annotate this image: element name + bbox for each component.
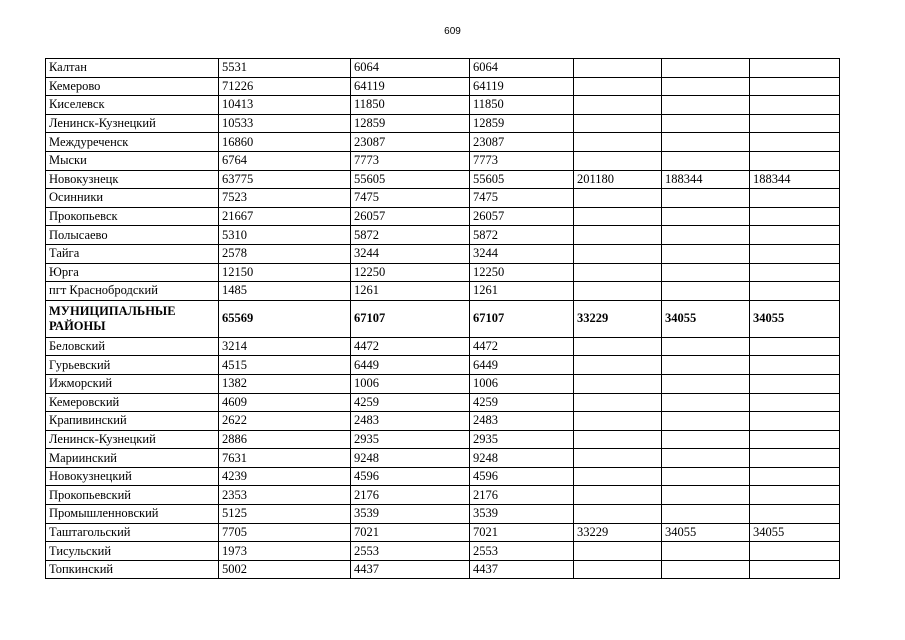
value-cell-c4 (574, 430, 662, 449)
value-cell-c2: 4259 (351, 393, 470, 412)
value-cell-c6 (750, 393, 840, 412)
value-cell-c1: 7523 (219, 189, 351, 208)
value-cell-c3: 67107 (470, 300, 574, 337)
value-cell-c5 (662, 467, 750, 486)
value-cell-c3: 7475 (470, 189, 574, 208)
value-cell-c6: 34055 (750, 300, 840, 337)
row-name-cell: Тисульский (46, 542, 219, 561)
value-cell-c1: 5310 (219, 226, 351, 245)
value-cell-c3: 4472 (470, 337, 574, 356)
table-row (46, 412, 840, 431)
value-cell-c6 (750, 151, 840, 170)
row-name-cell: Мыски (46, 151, 219, 170)
value-cell-c2: 7773 (351, 151, 470, 170)
value-cell-c2: 12859 (351, 114, 470, 133)
value-cell-c6 (750, 356, 840, 375)
value-cell-c1: 10413 (219, 96, 351, 115)
value-cell-c2: 4472 (351, 337, 470, 356)
value-cell-c5 (662, 244, 750, 263)
row-name-cell: пгт Краснобродский (46, 282, 219, 301)
value-cell-c5 (662, 356, 750, 375)
value-cell-c5 (662, 486, 750, 505)
row-name-cell: Таштагольский (46, 523, 219, 542)
row-name-cell: Тайга (46, 244, 219, 263)
table-row (46, 449, 840, 468)
table-row (46, 189, 840, 208)
value-cell-c2: 3539 (351, 505, 470, 524)
value-cell-c2: 3244 (351, 244, 470, 263)
value-cell-c5 (662, 282, 750, 301)
table-row (46, 467, 840, 486)
value-cell-c1: 5531 (219, 59, 351, 78)
row-name-cell: Новокузнецкий (46, 467, 219, 486)
value-cell-c5 (662, 430, 750, 449)
value-cell-c6 (750, 77, 840, 96)
value-cell-c5 (662, 374, 750, 393)
value-cell-c6 (750, 263, 840, 282)
table-row (46, 170, 840, 189)
value-cell-c2: 23087 (351, 133, 470, 152)
row-name-cell: Топкинский (46, 560, 219, 579)
table-row (46, 300, 840, 337)
value-cell-c5 (662, 114, 750, 133)
value-cell-c1: 65569 (219, 300, 351, 337)
value-cell-c4 (574, 542, 662, 561)
value-cell-c1: 16860 (219, 133, 351, 152)
value-cell-c2: 2483 (351, 412, 470, 431)
table-row (46, 356, 840, 375)
value-cell-c4 (574, 449, 662, 468)
value-cell-c4 (574, 263, 662, 282)
table-row (46, 151, 840, 170)
value-cell-c3: 4437 (470, 560, 574, 579)
table-row (46, 337, 840, 356)
value-cell-c5 (662, 337, 750, 356)
row-name-cell: Ленинск-Кузнецкий (46, 114, 219, 133)
value-cell-c5 (662, 151, 750, 170)
row-name-cell: Кемеровский (46, 393, 219, 412)
value-cell-c6 (750, 412, 840, 431)
value-cell-c3: 12250 (470, 263, 574, 282)
value-cell-c3: 1261 (470, 282, 574, 301)
value-cell-c5: 188344 (662, 170, 750, 189)
row-name-cell: Промышленновский (46, 505, 219, 524)
value-cell-c2: 67107 (351, 300, 470, 337)
value-cell-c3: 5872 (470, 226, 574, 245)
row-name-cell: Полысаево (46, 226, 219, 245)
value-cell-c4 (574, 77, 662, 96)
value-cell-c2: 1261 (351, 282, 470, 301)
value-cell-c6 (750, 505, 840, 524)
value-cell-c2: 6064 (351, 59, 470, 78)
value-cell-c1: 2578 (219, 244, 351, 263)
table-row (46, 59, 840, 78)
value-cell-c1: 4609 (219, 393, 351, 412)
value-cell-c4: 33229 (574, 523, 662, 542)
value-cell-c3: 7773 (470, 151, 574, 170)
value-cell-c4 (574, 505, 662, 524)
value-cell-c5 (662, 393, 750, 412)
value-cell-c3: 23087 (470, 133, 574, 152)
table-row (46, 244, 840, 263)
data-table (45, 58, 840, 579)
value-cell-c3: 2483 (470, 412, 574, 431)
table-row (46, 523, 840, 542)
value-cell-c4: 201180 (574, 170, 662, 189)
value-cell-c4 (574, 467, 662, 486)
value-cell-c1: 2353 (219, 486, 351, 505)
value-cell-c5 (662, 226, 750, 245)
value-cell-c3: 2935 (470, 430, 574, 449)
value-cell-c1: 4515 (219, 356, 351, 375)
value-cell-c2: 55605 (351, 170, 470, 189)
row-name-cell: Беловский (46, 337, 219, 356)
row-name-cell: Прокопьевск (46, 207, 219, 226)
value-cell-c1: 7705 (219, 523, 351, 542)
value-cell-c3: 6449 (470, 356, 574, 375)
value-cell-c6 (750, 244, 840, 263)
table-row (46, 505, 840, 524)
value-cell-c2: 4437 (351, 560, 470, 579)
value-cell-c4: 33229 (574, 300, 662, 337)
value-cell-c6 (750, 449, 840, 468)
value-cell-c6 (750, 114, 840, 133)
value-cell-c4 (574, 374, 662, 393)
table-row (46, 133, 840, 152)
value-cell-c3: 12859 (470, 114, 574, 133)
table-row (46, 560, 840, 579)
value-cell-c1: 63775 (219, 170, 351, 189)
value-cell-c3: 64119 (470, 77, 574, 96)
value-cell-c5 (662, 59, 750, 78)
value-cell-c6 (750, 133, 840, 152)
row-name-cell: Междуреченск (46, 133, 219, 152)
table-row (46, 207, 840, 226)
value-cell-c6 (750, 542, 840, 561)
value-cell-c3: 4596 (470, 467, 574, 486)
value-cell-c2: 1006 (351, 374, 470, 393)
value-cell-c1: 3214 (219, 337, 351, 356)
row-name-cell: МУНИЦИПАЛЬНЫЕ РАЙОНЫ (46, 300, 219, 337)
value-cell-c5 (662, 542, 750, 561)
value-cell-c4 (574, 244, 662, 263)
value-cell-c5 (662, 189, 750, 208)
table-row (46, 96, 840, 115)
value-cell-c4 (574, 486, 662, 505)
value-cell-c6 (750, 226, 840, 245)
table-row (46, 114, 840, 133)
row-name-cell: Киселевск (46, 96, 219, 115)
value-cell-c1: 2886 (219, 430, 351, 449)
table-body (46, 59, 840, 579)
value-cell-c1: 1973 (219, 542, 351, 561)
value-cell-c4 (574, 151, 662, 170)
value-cell-c2: 7475 (351, 189, 470, 208)
value-cell-c4 (574, 207, 662, 226)
value-cell-c6 (750, 96, 840, 115)
row-name-cell: Новокузнецк (46, 170, 219, 189)
value-cell-c2: 6449 (351, 356, 470, 375)
value-cell-c2: 11850 (351, 96, 470, 115)
value-cell-c3: 2553 (470, 542, 574, 561)
value-cell-c3: 4259 (470, 393, 574, 412)
value-cell-c2: 2176 (351, 486, 470, 505)
value-cell-c5 (662, 207, 750, 226)
value-cell-c4 (574, 189, 662, 208)
value-cell-c1: 4239 (219, 467, 351, 486)
value-cell-c4 (574, 282, 662, 301)
value-cell-c4 (574, 393, 662, 412)
value-cell-c4 (574, 59, 662, 78)
row-name-cell: Кемерово (46, 77, 219, 96)
value-cell-c5 (662, 449, 750, 468)
row-name-cell: Ленинск-Кузнецкий (46, 430, 219, 449)
value-cell-c4 (574, 412, 662, 431)
value-cell-c1: 2622 (219, 412, 351, 431)
value-cell-c6 (750, 430, 840, 449)
table-row (46, 393, 840, 412)
value-cell-c6 (750, 467, 840, 486)
value-cell-c5 (662, 96, 750, 115)
value-cell-c2: 12250 (351, 263, 470, 282)
value-cell-c1: 6764 (219, 151, 351, 170)
value-cell-c5 (662, 412, 750, 431)
table-row (46, 226, 840, 245)
value-cell-c6 (750, 189, 840, 208)
value-cell-c3: 3244 (470, 244, 574, 263)
row-name-cell: Ижморский (46, 374, 219, 393)
value-cell-c6: 34055 (750, 523, 840, 542)
row-name-cell: Мариинский (46, 449, 219, 468)
row-name-cell: Гурьевский (46, 356, 219, 375)
row-name-cell: Юрга (46, 263, 219, 282)
value-cell-c6 (750, 560, 840, 579)
value-cell-c4 (574, 226, 662, 245)
value-cell-c6 (750, 374, 840, 393)
value-cell-c5 (662, 560, 750, 579)
value-cell-c3: 7021 (470, 523, 574, 542)
value-cell-c4 (574, 133, 662, 152)
value-cell-c1: 10533 (219, 114, 351, 133)
table-row (46, 486, 840, 505)
value-cell-c3: 3539 (470, 505, 574, 524)
value-cell-c1: 5125 (219, 505, 351, 524)
table-row (46, 282, 840, 301)
value-cell-c3: 9248 (470, 449, 574, 468)
page-number: 609 (444, 26, 461, 37)
value-cell-c3: 2176 (470, 486, 574, 505)
table-row (46, 430, 840, 449)
value-cell-c2: 5872 (351, 226, 470, 245)
value-cell-c3: 1006 (470, 374, 574, 393)
value-cell-c1: 21667 (219, 207, 351, 226)
value-cell-c2: 7021 (351, 523, 470, 542)
value-cell-c2: 2553 (351, 542, 470, 561)
table-row (46, 77, 840, 96)
value-cell-c5 (662, 505, 750, 524)
row-name-cell: Осинники (46, 189, 219, 208)
value-cell-c2: 9248 (351, 449, 470, 468)
table-row (46, 542, 840, 561)
value-cell-c6 (750, 486, 840, 505)
value-cell-c5: 34055 (662, 523, 750, 542)
value-cell-c2: 26057 (351, 207, 470, 226)
value-cell-c1: 7631 (219, 449, 351, 468)
row-name-cell: Калтан (46, 59, 219, 78)
value-cell-c5 (662, 133, 750, 152)
value-cell-c5 (662, 263, 750, 282)
value-cell-c4 (574, 96, 662, 115)
value-cell-c2: 4596 (351, 467, 470, 486)
value-cell-c4 (574, 356, 662, 375)
value-cell-c6 (750, 337, 840, 356)
value-cell-c6 (750, 59, 840, 78)
value-cell-c4 (574, 114, 662, 133)
table-row (46, 374, 840, 393)
value-cell-c6 (750, 207, 840, 226)
row-name-cell: Крапивинский (46, 412, 219, 431)
value-cell-c2: 2935 (351, 430, 470, 449)
value-cell-c2: 64119 (351, 77, 470, 96)
value-cell-c3: 11850 (470, 96, 574, 115)
value-cell-c1: 12150 (219, 263, 351, 282)
value-cell-c1: 71226 (219, 77, 351, 96)
table-row (46, 263, 840, 282)
value-cell-c6: 188344 (750, 170, 840, 189)
value-cell-c6 (750, 282, 840, 301)
value-cell-c1: 1485 (219, 282, 351, 301)
value-cell-c1: 1382 (219, 374, 351, 393)
value-cell-c3: 6064 (470, 59, 574, 78)
row-name-cell: Прокопьевский (46, 486, 219, 505)
value-cell-c4 (574, 560, 662, 579)
value-cell-c3: 26057 (470, 207, 574, 226)
value-cell-c5 (662, 77, 750, 96)
value-cell-c4 (574, 337, 662, 356)
value-cell-c3: 55605 (470, 170, 574, 189)
value-cell-c5: 34055 (662, 300, 750, 337)
value-cell-c1: 5002 (219, 560, 351, 579)
